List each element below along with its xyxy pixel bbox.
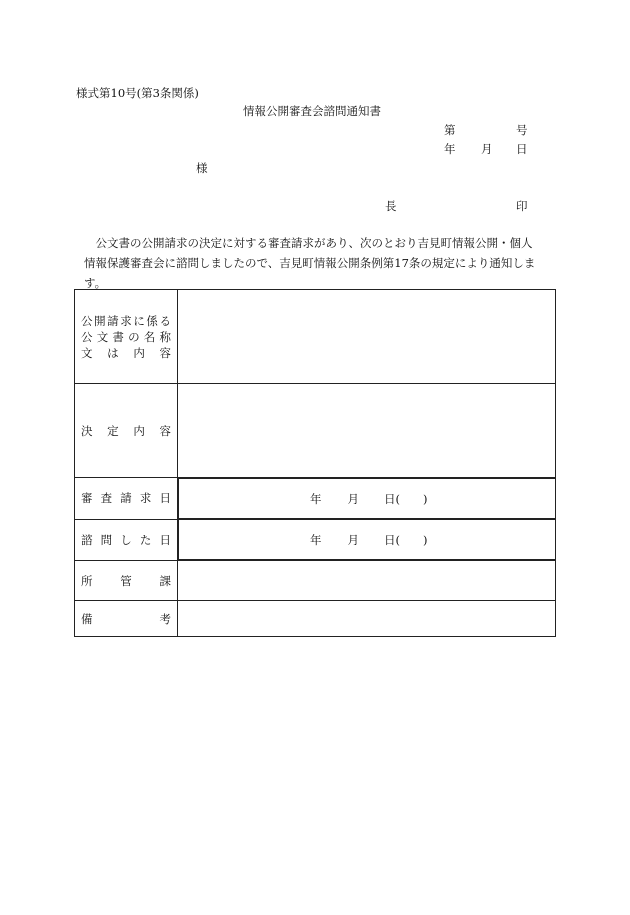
label-char: 公 xyxy=(81,329,93,344)
date-month: 月 xyxy=(481,142,493,156)
label-char: 書 xyxy=(112,329,124,344)
label-request-date xyxy=(75,478,178,520)
label-char: 内 xyxy=(133,423,145,438)
label-department xyxy=(75,561,178,601)
label-remarks xyxy=(75,601,178,637)
label-char: 日 xyxy=(159,532,171,547)
date-year: 年 xyxy=(310,532,322,547)
label-char: 係 xyxy=(146,313,158,328)
value-decision[interactable] xyxy=(178,384,556,478)
label-char: 請 xyxy=(120,491,132,506)
label-char: に xyxy=(133,313,145,328)
label-consult-date xyxy=(75,519,178,561)
label-char: 定 xyxy=(107,423,119,438)
date-day: 日 xyxy=(516,142,528,156)
label-char: 備 xyxy=(81,611,93,626)
label-char: 管 xyxy=(120,573,132,588)
label-char: 公 xyxy=(81,313,93,328)
label-char: 容 xyxy=(159,423,171,438)
label-char: 称 xyxy=(159,329,171,344)
value-document-name[interactable] xyxy=(178,290,556,384)
label-char: 決 xyxy=(81,423,93,438)
doc-number-prefix: 第 xyxy=(444,123,456,137)
label-char: 求 xyxy=(120,313,132,328)
document-title: 情報公開審査会諮問通知書 xyxy=(243,104,381,118)
body-line: す。 xyxy=(84,276,107,290)
label-char: 開 xyxy=(94,313,106,328)
body-text xyxy=(84,233,554,293)
label-char: 課 xyxy=(159,573,171,588)
value-remarks[interactable] xyxy=(178,601,556,637)
label-char: 求 xyxy=(139,491,152,506)
date-month: 月 xyxy=(347,532,359,547)
addressee-suffix: 様 xyxy=(196,161,208,175)
date-year: 年 xyxy=(444,142,456,156)
date-month: 月 xyxy=(347,491,359,506)
form-number: 様式第10号(第3条関係) xyxy=(76,86,199,100)
date-day: 日( ) xyxy=(384,532,428,547)
label-char: 諮 xyxy=(81,532,93,547)
label-char: 問 xyxy=(100,532,113,547)
label-char: 考 xyxy=(159,611,171,626)
label-char: の xyxy=(128,329,140,344)
label-char: 名 xyxy=(143,329,156,344)
label-char: る xyxy=(159,313,171,328)
value-consult-date[interactable] xyxy=(178,519,556,560)
doc-number-suffix: 号 xyxy=(516,123,528,137)
table-row xyxy=(75,384,556,478)
notification-table xyxy=(74,289,556,637)
body-line: 公文書の公開請求の決定に対する審査請求があり、次のとおり吉見町情報公開・個人 xyxy=(84,236,533,250)
label-document-name xyxy=(75,290,178,384)
label-char: 文 xyxy=(81,345,93,360)
sender-suffix: 長 xyxy=(385,199,397,213)
label-char: 日 xyxy=(159,491,171,506)
date-year: 年 xyxy=(310,491,322,506)
label-char: し xyxy=(120,532,132,547)
body-line: 情報保護審査会に諮問しましたので、吉見町情報公開条例第17条の規定により通知しま xyxy=(84,256,536,270)
label-char: 内 xyxy=(133,345,145,360)
table-row xyxy=(75,601,556,637)
table-row xyxy=(75,519,556,561)
value-request-date[interactable] xyxy=(178,478,556,519)
label-decision xyxy=(75,384,178,478)
table-row xyxy=(75,290,556,384)
label-char: 査 xyxy=(100,491,113,506)
label-char: 審 xyxy=(81,491,93,506)
label-char: た xyxy=(139,532,152,547)
label-char: 所 xyxy=(81,573,93,588)
label-char: は xyxy=(107,345,119,360)
label-char: 請 xyxy=(107,313,119,328)
table-row xyxy=(75,478,556,520)
label-char: 容 xyxy=(159,345,171,360)
value-department[interactable] xyxy=(178,561,556,601)
date-day: 日( ) xyxy=(384,491,428,506)
table-row xyxy=(75,561,556,601)
seal-mark: 印 xyxy=(516,199,528,213)
label-char: 文 xyxy=(96,329,109,344)
